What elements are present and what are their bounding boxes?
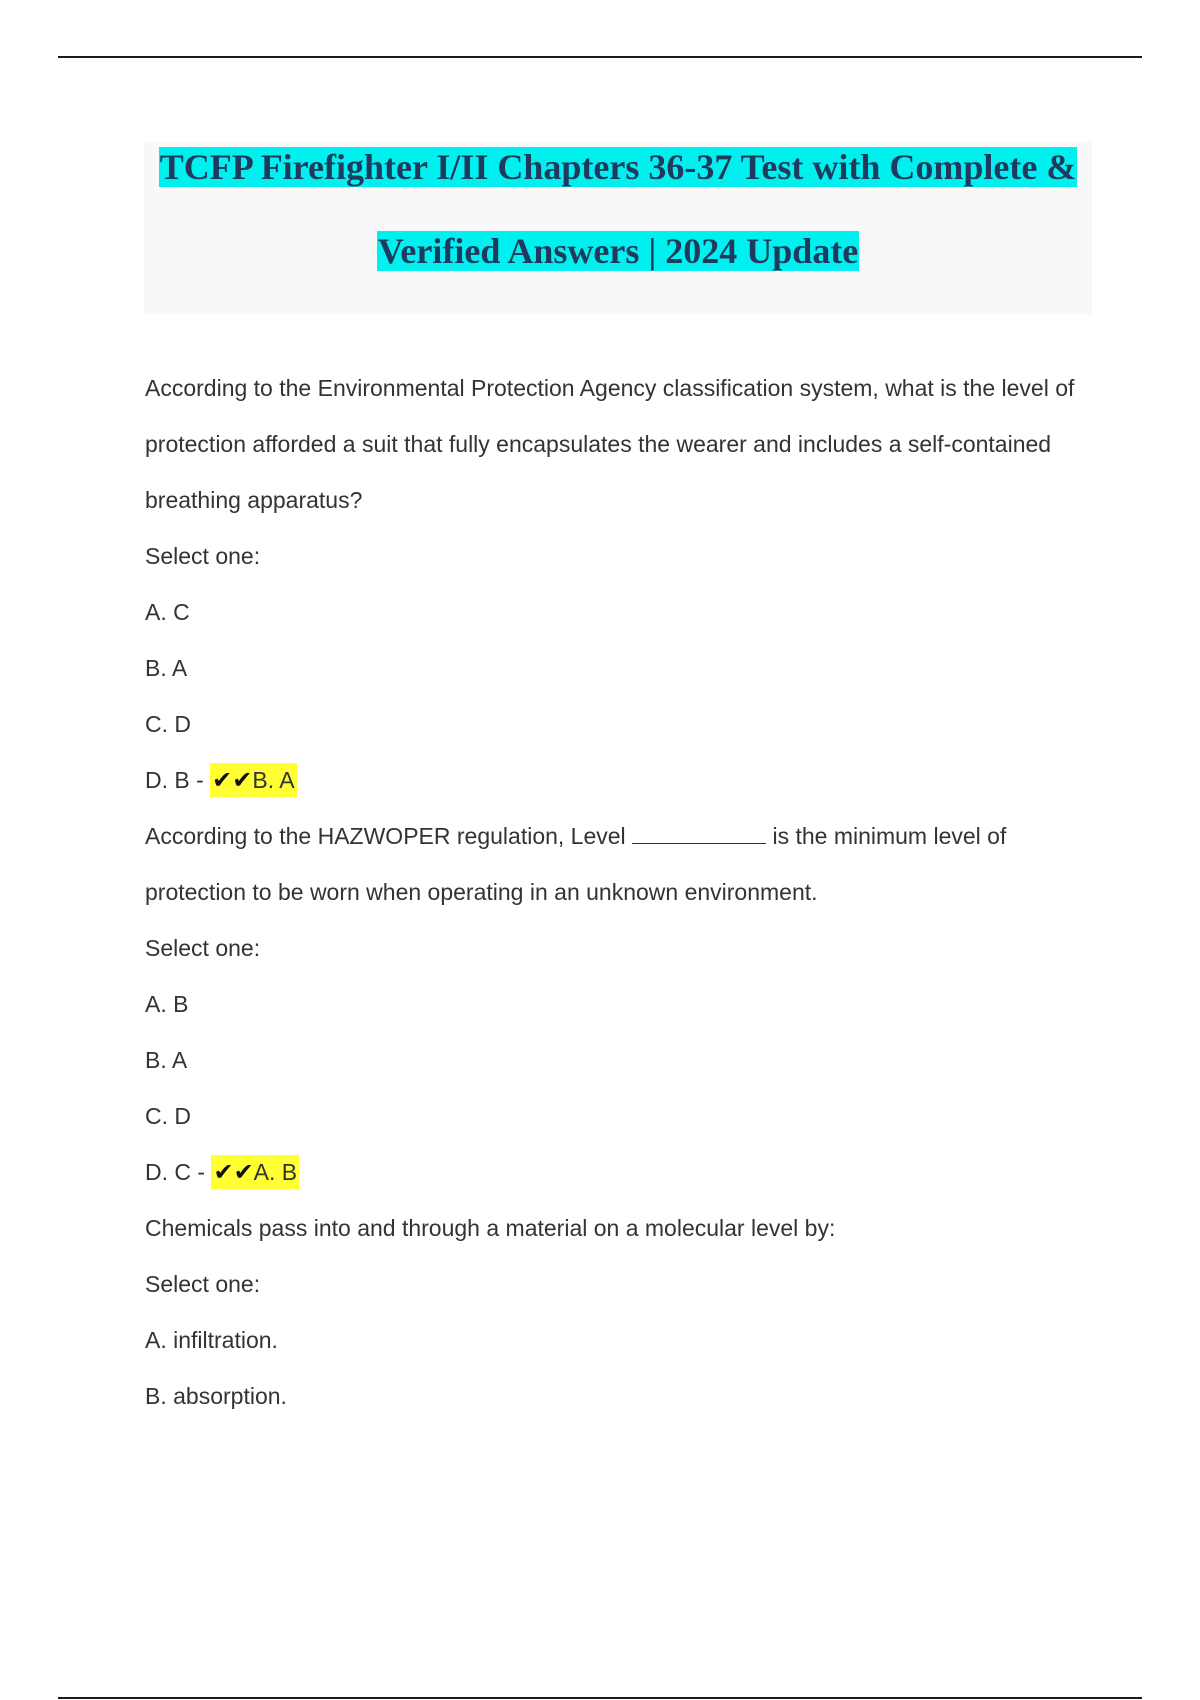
question-1-option-d-label: D. B - xyxy=(145,767,211,793)
question-1-answer-highlight xyxy=(210,763,296,797)
question-2-option-a: A. B xyxy=(145,991,189,1017)
document-title-line-1 xyxy=(144,145,1092,189)
question-2-text-line-2: protection to be worn when operating in an unknown environment. xyxy=(145,879,818,905)
question-1-prompt: Select one: xyxy=(145,543,261,569)
question-1-answer: B. A xyxy=(252,767,295,793)
question-2-answer: A. B xyxy=(253,1159,298,1185)
check-icon: ✔✔ xyxy=(212,766,253,794)
question-2-option-d xyxy=(145,1144,1085,1200)
question-2-text-line-1 xyxy=(145,808,1085,864)
question-1-text: According to the Environmental Protection Agency classification system, what is the level of protection afforded a suit that fully encapsulates the wearer and includes a self-contained breathing apparatus? xyxy=(145,375,1075,513)
title-highlight-2: Verified Answers | 2024 Update xyxy=(377,231,859,271)
question-1-option-a: A. C xyxy=(145,599,190,625)
question-2-text-before-blank: According to the HAZWOPER regulation, Level xyxy=(145,823,633,849)
question-2-prompt: Select one: xyxy=(145,935,261,961)
title-highlight-1: TCFP Firefighter I/II Chapters 36-37 Test with Complete & xyxy=(159,147,1077,187)
question-2-text-after-blank: is the minimum level of xyxy=(766,823,1007,849)
question-1-option-b: B. A xyxy=(145,655,188,681)
question-1-option-d xyxy=(145,752,1085,808)
footer-rule xyxy=(58,1697,1142,1699)
question-3-text: Chemicals pass into and through a material on a molecular level by: xyxy=(145,1215,836,1241)
title-block xyxy=(144,142,1092,314)
question-3-option-a: A. infiltration. xyxy=(145,1327,278,1353)
question-2-option-c: C. D xyxy=(145,1103,191,1129)
question-1-option-c: C. D xyxy=(145,711,191,737)
document-title-line-2 xyxy=(144,229,1092,273)
fill-in-blank xyxy=(632,825,766,844)
question-3-prompt: Select one: xyxy=(145,1271,261,1297)
question-2-answer-highlight xyxy=(211,1155,299,1189)
header-rule xyxy=(58,56,1142,58)
question-3-option-b: B. absorption. xyxy=(145,1383,287,1409)
question-2-option-b: B. A xyxy=(145,1047,188,1073)
question-list xyxy=(145,360,1085,1424)
question-2-option-d-label: D. C - xyxy=(145,1159,212,1185)
check-icon: ✔✔ xyxy=(213,1158,254,1186)
